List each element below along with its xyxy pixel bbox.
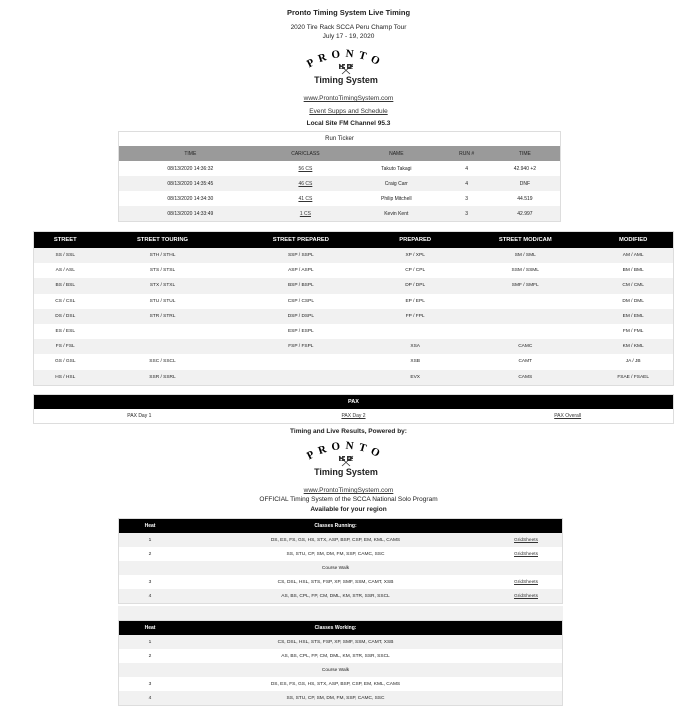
ticker-cell: 08/13/2020 14:34:30 [167,195,214,202]
website-link[interactable]: www.ProntoTimingSystem.com [303,95,394,102]
ticker-cell: Takuto Takagi [381,165,412,172]
pax-day1: PAX Day 1 [127,413,152,419]
pronto-logo [296,47,396,89]
class-cell: STS / STSL [149,268,176,274]
class-cell: SM / SML [457,248,593,263]
ticker-cell: 42.997 [490,206,561,222]
class-cell [373,324,457,339]
class-cell: STH / STHL [97,248,229,263]
col-gridsheets [490,519,563,534]
ticker-cell: 3 [443,206,489,222]
class-cell [457,309,593,324]
event-name: 2020 Tire Rack SCCA Peru Champ Tour [290,24,407,31]
powered-by-line: Timing and Live Results, Powered by: [290,428,407,435]
pax-table [33,394,674,424]
gridsheets-link[interactable]: GridSheets [514,551,538,557]
available-line: Available for your region [310,506,387,513]
class-cell: CAMS [457,370,593,386]
ticker-cell: 42.940 +2 [513,165,537,172]
pax-day2-link[interactable]: PAX Day 2 [341,413,366,419]
heat-classes: SS, STU, CP, SM, DM, FM, SSP, CAMC, SSC [181,691,490,706]
heat-number [119,663,182,677]
class-cell: SSM / SSML [511,268,539,274]
gridsheets-cell [490,575,563,589]
website-link-footer[interactable]: www.ProntoTimingSystem.com [303,487,394,494]
table-row [119,191,561,206]
class-cell: BM / BML [622,268,644,274]
pax-overall-link[interactable]: PAX Overall [554,413,582,419]
class-cell: BS / BSL [34,278,97,293]
col-heat: Heat [119,519,182,534]
gridsheets-link[interactable]: GridSheets [514,537,538,543]
page-title: Pronto Timing System Live Timing [286,8,411,17]
ticker-cell: Philip Mitchell [381,195,412,202]
col-heat: Heat [119,621,182,636]
col-run-time: TIME [490,146,561,161]
table-row [119,691,563,706]
heat-number: 2 [148,551,152,557]
class-cell: EM / EML [593,309,673,324]
heat-classes: Course Walk [181,561,490,575]
checkered-flags-icon [338,455,354,467]
class-cell [228,354,373,369]
table-row [34,339,674,354]
class-cell: DP / DPL [373,278,457,293]
gridsheets-cell [490,589,563,604]
table-row [119,176,561,191]
gridsheets-cell [490,533,563,547]
run-ticker-title: Run Ticker [325,136,354,142]
heat-number: 4 [119,589,182,604]
class-cell [97,339,229,354]
classes-working-table [118,620,563,706]
col-prepared: PREPARED [373,232,457,249]
table-row [34,248,674,263]
event-dates: July 17 - 19, 2020 [322,33,375,40]
col-street-prepared: STREET PREPARED [228,232,373,249]
table-row [119,663,563,677]
class-cell: AM / AML [593,248,673,263]
table-row [34,278,674,293]
table-row [119,635,563,649]
class-cell: CP / CPL [405,268,426,274]
table-row [34,354,674,369]
col-street-mod: STREET MOD/CAM [457,232,593,249]
class-cell [457,324,593,339]
checkered-flags-icon [338,63,354,75]
table-row [119,161,561,176]
logo-tagline: Timing System [314,75,378,85]
logo-word: PRONTO [304,439,387,463]
class-cell: ASP / ASPL [288,268,314,274]
col-classes-running: Classes Running: [181,519,490,534]
table-row [119,533,563,547]
pronto-logo-footer [296,439,396,481]
class-cell: FM / FML [622,329,644,335]
heat-classes: DS, ES, FS, GS, HS, STX, ASP, BSP, CSP, EM, KML, CAMS [270,681,401,687]
class-cell: XSB [410,359,420,365]
ticker-cell: Craig Carr [349,176,443,191]
class-cell [228,370,373,386]
heat-number: 1 [119,635,182,649]
class-cell: FSP / FSPL [228,339,373,354]
heat-classes: AS, BS, CPL, FP, CM, DML, KM, STR, SSR, SSCL [281,653,390,659]
table-row [34,294,674,309]
ticker-cell: 08/13/2020 14:35:45 [119,176,262,191]
section-spacer [118,606,563,620]
car-class-link[interactable]: 46 CS [298,180,313,187]
class-cell: GS / GSL [55,359,76,365]
empty-cell [490,635,563,649]
car-class-link[interactable]: 1 CS [299,210,311,217]
gridsheets-cell [490,547,563,561]
ticker-cell: Kevin Kent [349,206,443,222]
class-cell: KM / KML [593,339,673,354]
table-row [119,561,563,575]
table-row [119,677,563,691]
ticker-cell: 44.519 [517,195,533,202]
class-cell: FP / FPL [373,309,457,324]
table-row [119,589,563,604]
gridsheets-link[interactable]: GridSheets [514,593,538,599]
class-cell: XP / XPL [373,248,457,263]
empty-cell [490,649,563,663]
ticker-cell: 4 [465,165,469,172]
class-cell: CAMT [518,359,533,365]
logo-tagline: Timing System [314,467,378,477]
heat-classes: CS, DSL, HSL, STS, FSP, XP, SMF, SSM, CAMT, XSB [277,579,394,585]
class-cell: SSP / SSPL [228,248,373,263]
heat-number [119,561,182,575]
heat-number: 3 [148,579,152,585]
class-cell: XSA [373,339,457,354]
class-cell: SMF / SMFL [457,278,593,293]
gridsheets-link[interactable]: GridSheets [514,579,538,585]
class-cell: JA / JB [625,359,641,365]
class-cell: CSP / CSPL [287,298,314,304]
heat-classes: AS, BS, CPL, FP, CM, DML, KM, STR, SSR, SSCL [181,589,490,604]
heat-number: 2 [148,653,152,659]
col-blank [490,621,563,636]
official-line: OFFICIAL Timing System of the SCCA National Solo Program [259,496,438,503]
heat-number: 1 [119,533,182,547]
class-cell: EP / EPL [405,298,425,304]
class-cell: FS / FSL [34,339,97,354]
heat-classes: SS, STU, CP, SM, DM, FM, SSP, CAMC, SSC [286,551,385,557]
heat-classes: Course Walk [181,663,490,677]
pax-title: PAX [34,395,674,410]
col-time: TIME [119,146,262,161]
col-street: STREET [34,232,97,249]
heat-number: 3 [148,681,152,687]
ticker-cell: 3 [465,195,469,202]
gridsheets-cell [490,561,563,575]
table-row [119,575,563,589]
class-cell: SSR / SSRL [97,370,229,386]
class-cell: DS / DSL [34,309,97,324]
class-cell [97,324,229,339]
class-cell: ES / ESL [55,329,75,335]
table-row [119,547,563,561]
class-cell: HS / HSL [34,370,97,386]
class-cell: AS / ASL [55,268,75,274]
ticker-cell: 08/13/2020 14:33:49 [119,206,262,222]
table-row [119,649,563,663]
car-class-link[interactable]: 56 CS [298,165,313,172]
classes-running-table [118,518,563,604]
logo-word: PRONTO [304,47,387,71]
col-car-class: CAR/CLASS [262,146,349,161]
table-row [119,206,561,222]
event-supps-link[interactable]: Event Supps and Schedule [309,108,388,115]
class-cell: SSC / SSCL [149,359,176,365]
col-run: RUN # [443,146,489,161]
table-row [34,324,674,339]
col-street-touring: STREET TOURING [97,232,229,249]
class-cell: DSP / DSPL [228,309,373,324]
class-cell: CM / CML [593,278,673,293]
class-cell: FSAE / FSAEL [593,370,673,386]
class-cell: ESP / ESPL [287,329,314,335]
car-class-link[interactable]: 41 CS [298,195,313,202]
class-cell: STX / STXL [97,278,229,293]
table-row [34,263,674,278]
class-cell: EVX [373,370,457,386]
col-name: NAME [349,146,443,161]
empty-cell [490,691,563,706]
ticker-cell: 08/13/2020 14:36:32 [167,165,214,172]
run-ticker-table [118,131,561,222]
class-cell: DM / DML [622,298,644,304]
empty-cell [490,663,563,677]
heat-number: 4 [119,691,182,706]
table-row [34,370,674,386]
class-cell: STR / STRL [97,309,229,324]
class-cell [457,294,593,309]
class-list-table [33,231,674,386]
empty-cell [490,677,563,691]
ticker-cell: DNF [490,176,561,191]
col-modified: MODIFIED [593,232,673,249]
heat-classes: DS, ES, FS, GS, HS, STX, ASP, BSP, CSP, EM, KML, CAMS [181,533,490,547]
table-row [34,309,674,324]
class-cell: CS / CSL [55,298,76,304]
class-cell: CAMC [457,339,593,354]
col-classes-working: Classes Working: [181,621,490,636]
ticker-cell: 4 [443,176,489,191]
radio-info: Local Site FM Channel 95.3 [306,120,391,127]
heat-classes: CS, DSL, HSL, STS, FSP, XP, SMF, SSM, CAMT, XSB [181,635,490,649]
class-cell: BSP / BSPL [228,278,373,293]
class-cell: STU / STUL [149,298,176,304]
class-cell: SS / SSL [34,248,97,263]
